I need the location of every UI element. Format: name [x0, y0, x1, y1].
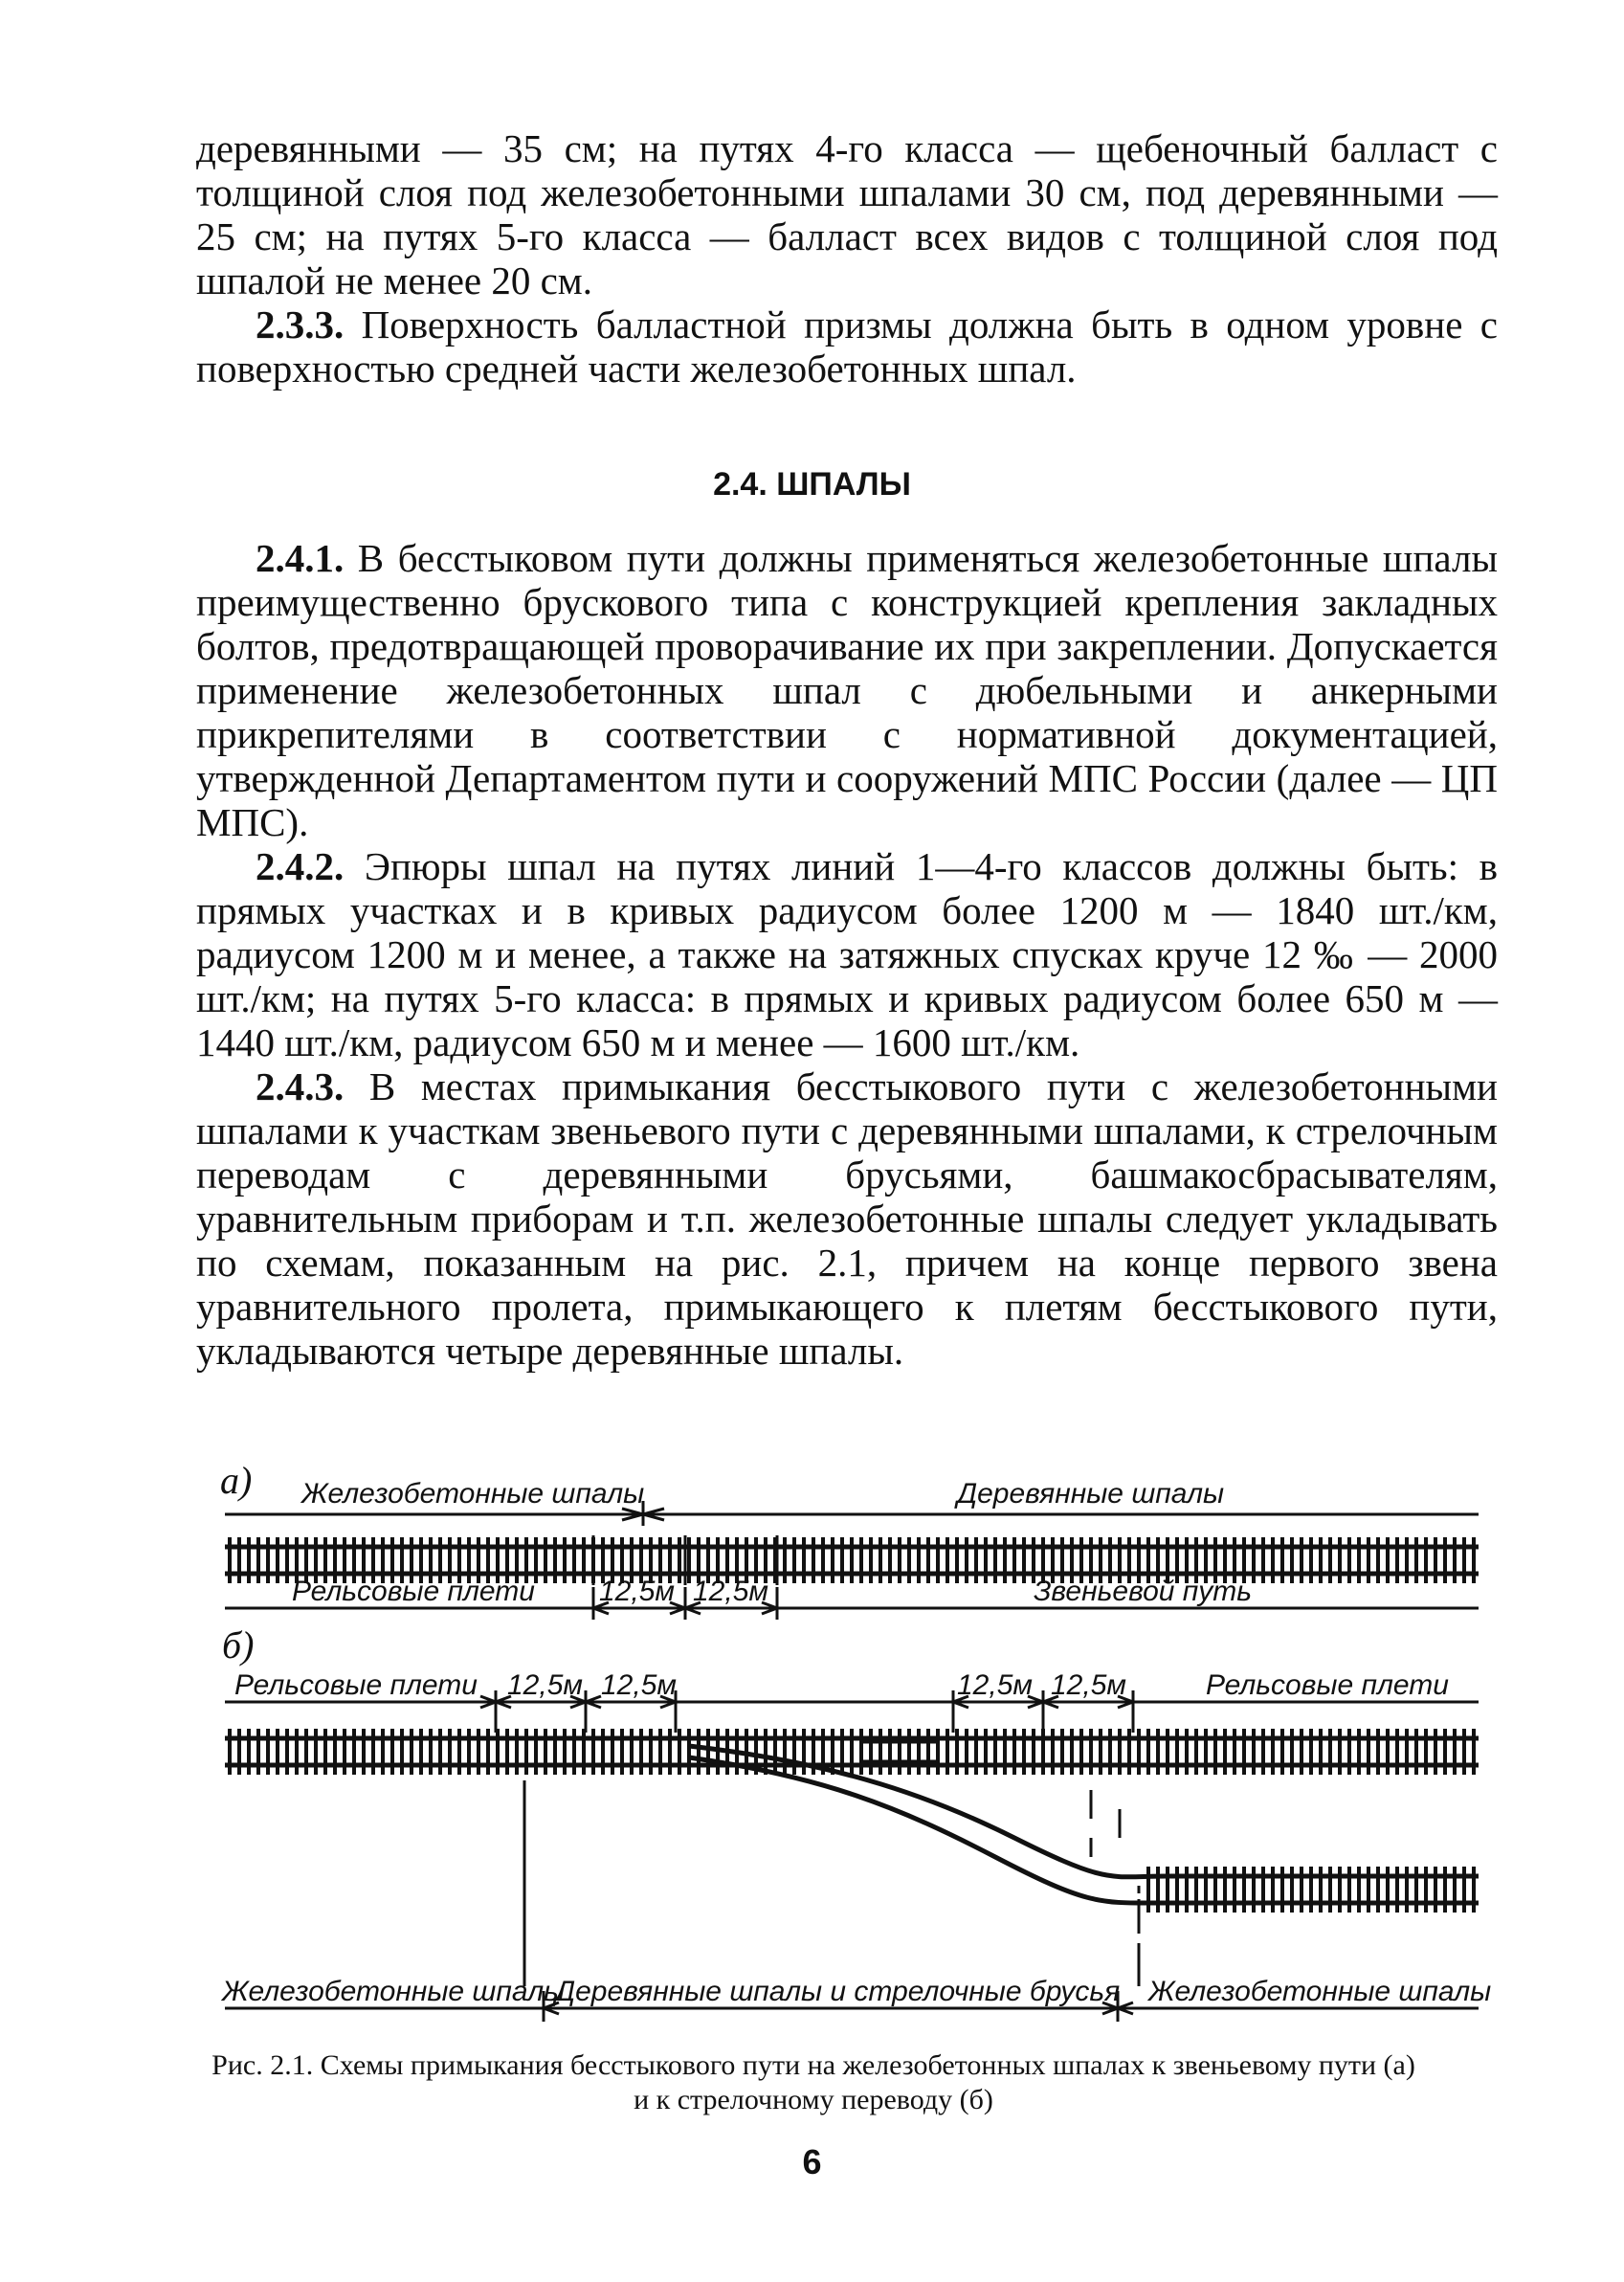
paragraph-text: В местах примыкания бесстыкового пути с железобетонными шпалами к участкам звеньевого пути с деревянными шпалами, к стрелочным переводам с деревянными брусьями, башмакосбрасывателям, уравнительным приборам и т.п. железобетонные шпалы следует укладывать по схемам, показанным на рис. 2.1, причем на конце первого звена уравнительного пролета, примыкающего к плетям бесстыкового пути, укладываются четыре деревянные шпалы. [196, 1064, 1498, 1373]
scheme-b-bottom-mid-label: Деревянные шпалы и стрелочные брусья [555, 1976, 1121, 2007]
scheme-b-dimension-2: 12,5м [601, 1669, 677, 1701]
page-number: 6 [802, 2142, 822, 2181]
paragraph-text: Поверхность балластной призмы должна быть в одном уровне с поверхностью средней части железобетонных шпал. [196, 302, 1498, 391]
scheme-b-dimension-3: 12,5м [957, 1669, 1033, 1701]
scheme-a-dimension-2: 12,5м [693, 1576, 768, 1607]
body-text-top [196, 126, 1498, 391]
scheme-b-bottom-left-label: Железобетонные шпалы [222, 1976, 566, 2007]
scheme-a-dimension-1: 12,5м [599, 1576, 675, 1607]
section-heading: 2.4. ШПАЛЫ [713, 466, 911, 503]
paragraph-2-4-3 [196, 1064, 1498, 1373]
paragraph-text: Эпюры шпал на путях линий 1—4-го классов должны быть: в прямых участках и в кривых радиусом более 1200 м — 1840 шт./км, радиусом 1200 м и менее, а также на затяжных спусках круче 12 ‰ — 2000 шт./км; на путях 5-го класса: в прямых и кривых радиусом более 650 м — 1440 шт./км, радиусом 650 м и менее — 1600 шт./км. [196, 844, 1498, 1064]
body-text-main [196, 536, 1498, 1373]
scheme-b-track [225, 1729, 1479, 1934]
scheme-a-letter: а) [220, 1459, 253, 1502]
switch-details [861, 1742, 1139, 1934]
paragraph-number: 2.4.3. [256, 1064, 345, 1108]
figure-caption: Рис. 2.1. Схемы примыкания бесстыкового пути на железобетонных шпалах к звеньевому пути (а) и к стрелочному переводу (б) [211, 2049, 1415, 2115]
paragraph-text: В бесстыковом пути должны применяться железобетонные шпалы преимущественно брускового типа с конструкцией крепления закладных болтов, предотвращающей проворачивание их при закреплении. Допускается применение железобетонных шпал с дюбельными и анкерными прикрепителями в соответствии с нормативной документацией, утвержденной Департаментом пути и сооружений МПС России (далее — ЦП МПС). [196, 536, 1498, 844]
sleepers-b-diverging [1148, 1867, 1474, 1913]
scheme-b-letter: б) [222, 1623, 255, 1667]
scheme-a-top-right-label: Деревянные шпалы [957, 1478, 1225, 1510]
paragraph-number: 2.4.2. [256, 844, 345, 888]
paragraph-2-3-3 [196, 302, 1498, 391]
intro-paragraph: деревянными — 35 см; на путях 4-го класса — щебеночный балласт с толщиной слоя под железобетонными шпалами 30 см, под деревянными — 25 см; на путях 5-го класса — балласт всех видов с толщиной слоя под шпалой не менее 20 см. [196, 126, 1498, 302]
scheme-b-dimension-4: 12,5м [1051, 1669, 1126, 1701]
paragraph-number: 2.4.1. [256, 536, 345, 580]
track-diagram [0, 1455, 1624, 2048]
scheme-a-bottom-right-label: Звеньевой путь [1034, 1576, 1253, 1607]
scheme-a-top-left-label: Железобетонные шпалы [301, 1478, 645, 1510]
paragraph-number: 2.3.3. [256, 302, 345, 347]
scheme-b-top-left-label: Рельсовые плети [234, 1669, 478, 1701]
figure-2-1 [0, 1455, 1624, 2048]
sleepers-b [230, 1729, 1474, 1775]
paragraph-2-4-2 [196, 844, 1498, 1064]
scheme-b-top-right-label: Рельсовые плети [1206, 1669, 1449, 1701]
paragraph-2-4-1 [196, 536, 1498, 844]
scheme-a-bottom-left-label: Рельсовые плети [292, 1576, 535, 1607]
scheme-b-bottom-right-label: Железобетонные шпалы [1148, 1976, 1492, 2007]
scheme-b-dimension-1: 12,5м [507, 1669, 583, 1701]
